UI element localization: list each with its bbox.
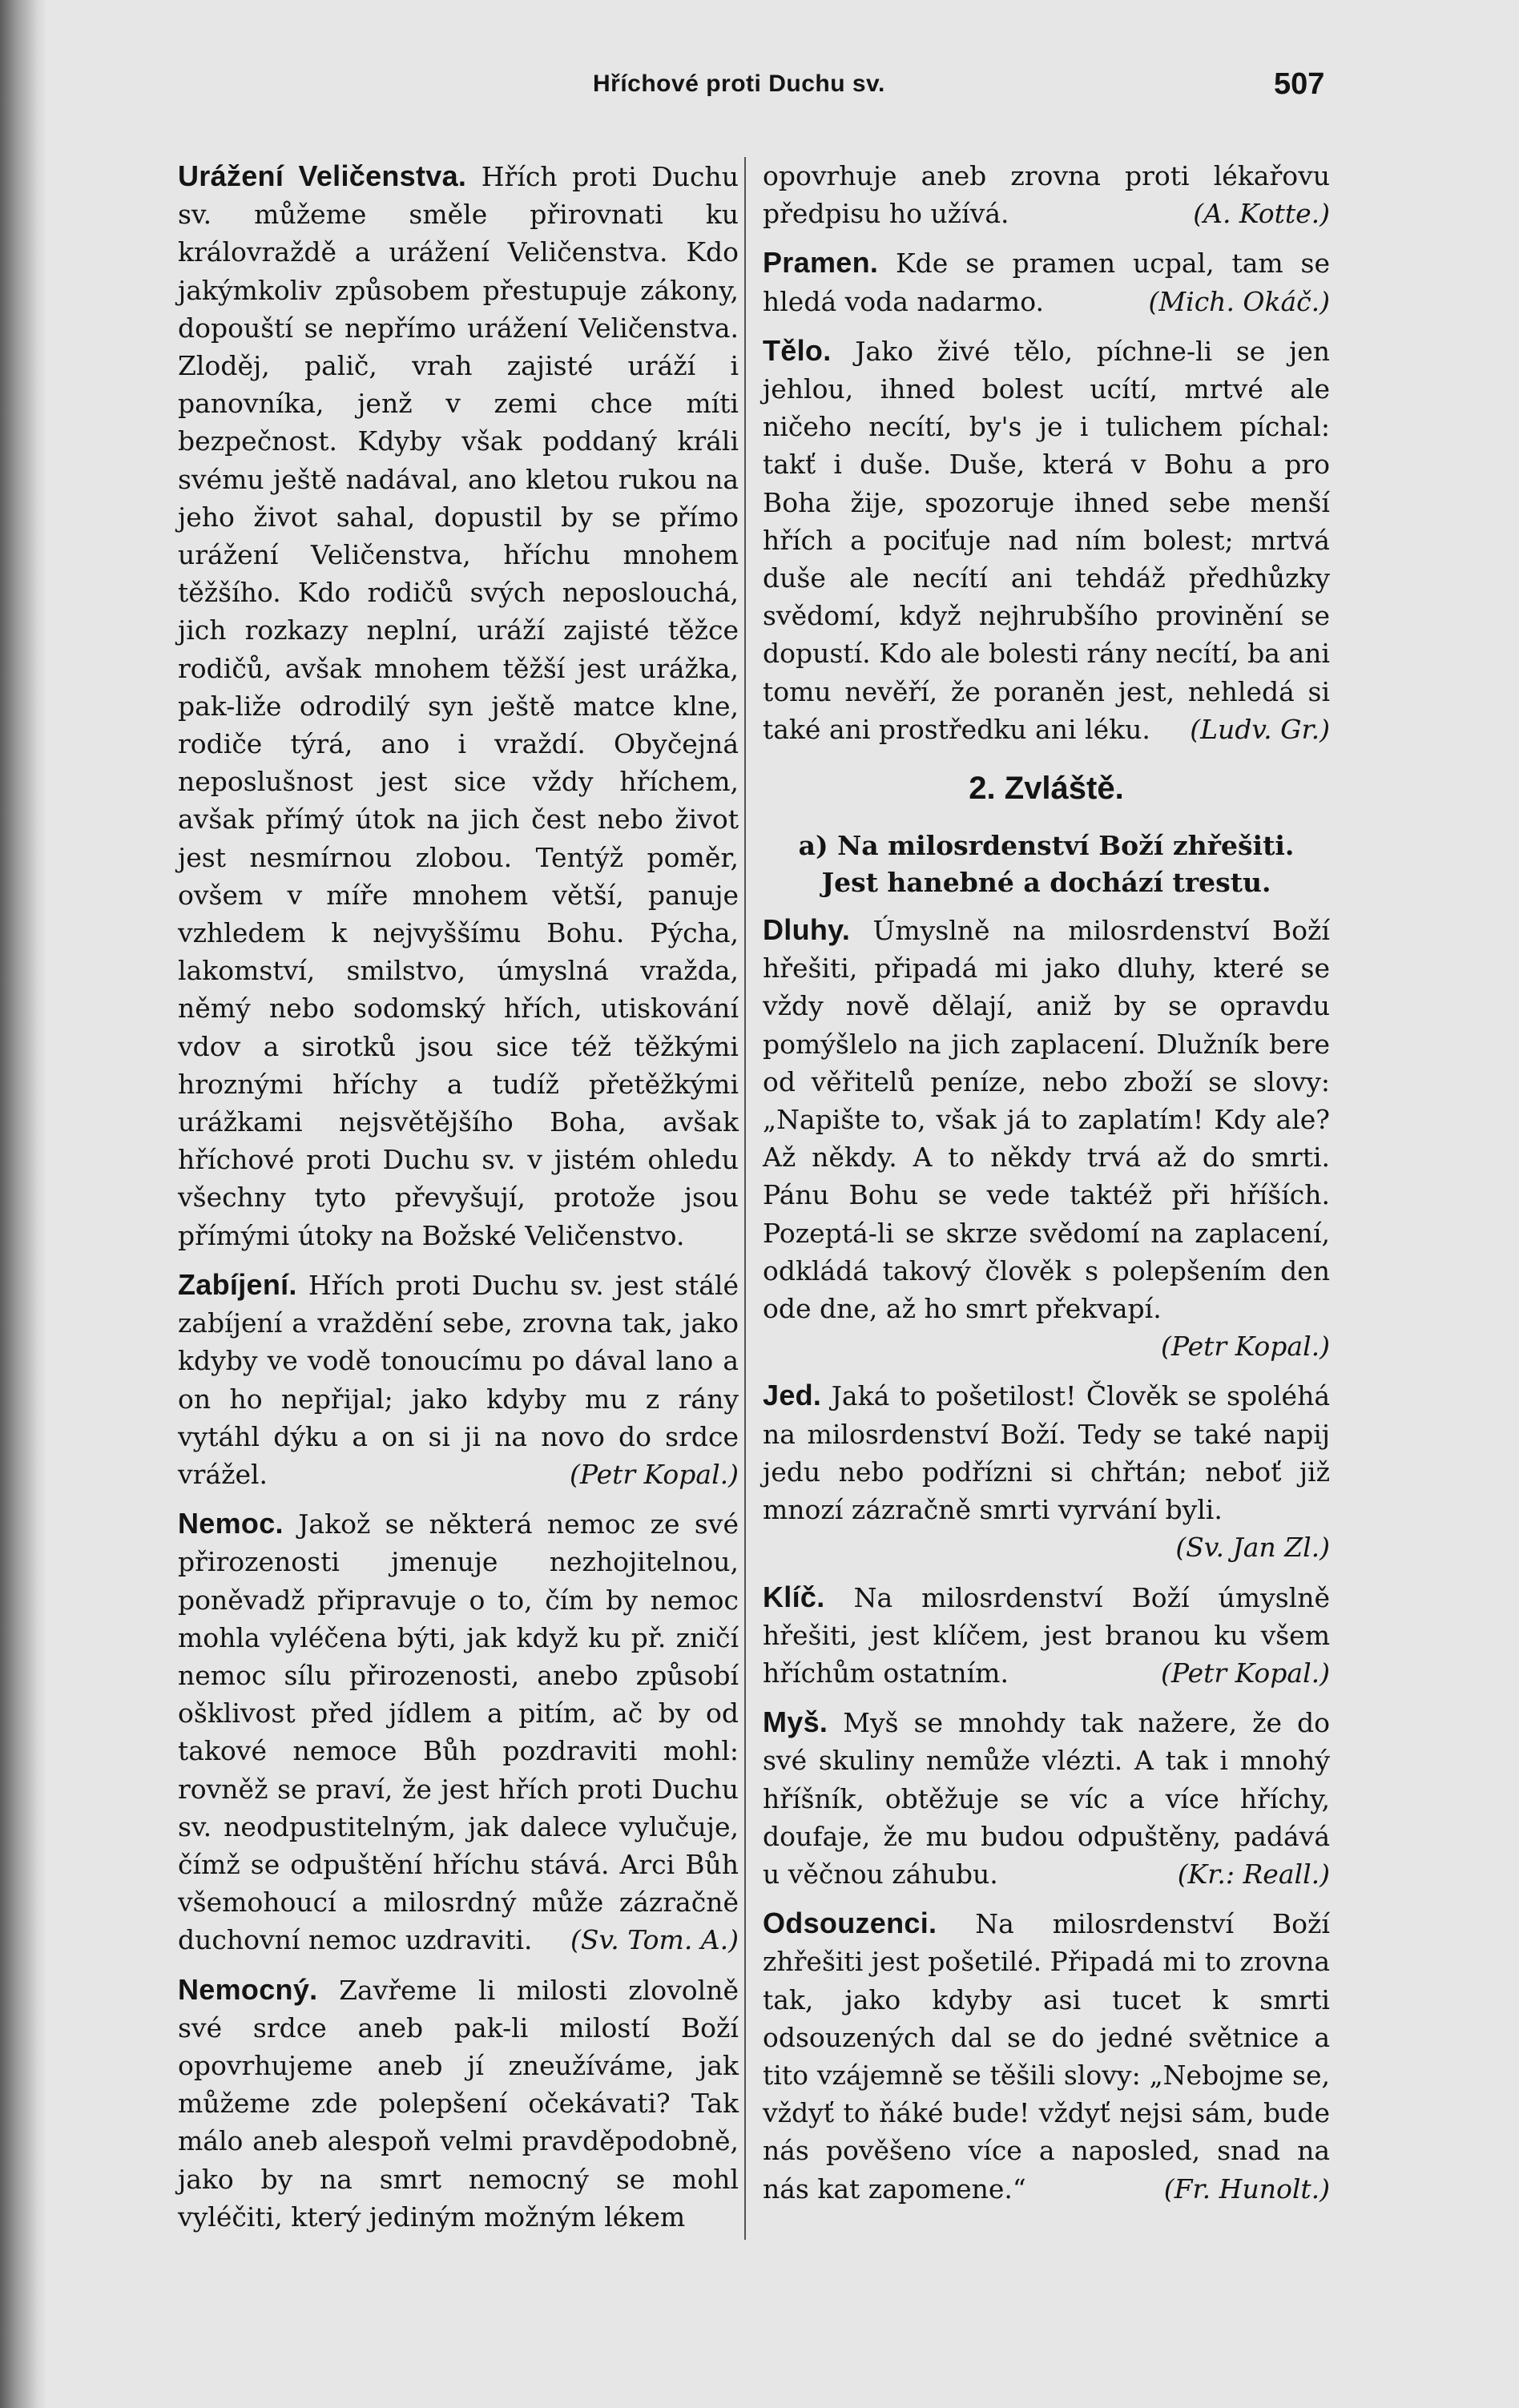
entry-dluhy [763,911,1330,1365]
entry-pramen [763,244,1330,320]
entry-text: opovrhuje aneb zrovna proti lékařovu předpisu ho užívá. [763,160,1330,230]
entry-source: (Sv. Jan Zl.) [1175,1532,1330,1564]
running-title: Hříchové proti Duchu sv. [593,70,885,97]
headword: Jed. [763,1379,822,1412]
left-column [178,157,739,2247]
entry-continuation [763,157,1330,232]
entry-source: (Petr Kopal.) [1160,1331,1330,1363]
entry-source: (Ludv. Gr.) [1190,713,1330,745]
subsection-heading-line-1: a) Na milosrdenství Boží zhřešiti. [798,830,1295,862]
entry-text: Hřích proti Duchu sv. jest stálé zabíjení a vraždění sebe, zrovna tak, jako kdyby ve vodě tonoucímu po dával lano a on ho nepřijal; jako kdyby mu z rány vytáhl dýku a on si ji na novo do srdce vrážel. [178,1269,739,1490]
entry-text: Zavřeme li milosti zlovolně své srdce aneb pak-li milostí Boží opovrhujeme aneb jí zneužíváme, jak můžeme zde polepšení očekávati? Tak málo aneb alespoň velmi pravděpodobně, jako by na smrt nemocný se mohl vyléčiti, který jediným možným lékem [178,1974,739,2233]
entry-text: Myš se mnohdy tak nažere, že do své skuliny nemůže vlézti. A tak i mnohý hříšník, obtěžuje se víc a více hříchy, doufaje, že mu budou odpuštěny, padává u věčnou záhubu. [763,1707,1330,1890]
headword: Nemoc. [178,1507,284,1540]
subsection-heading-line-2: Jest hanebné a dochází trestu. [821,867,1271,899]
headword: Urážení Veličenstva. [178,159,467,192]
headword: Zabíjení. [178,1267,297,1301]
subsection-heading [763,827,1330,901]
entry-text: Na milosrdenství Boží úmyslně hřešiti, jest klíčem, jest branou ku všem hříchům ostatním. [763,1581,1330,1689]
entry-jed [763,1376,1330,1566]
section-heading: 2. Zvláště. [969,771,1124,807]
entry-urazeni [178,157,739,1254]
headword: Odsouzenci. [763,1907,937,1940]
entry-source: (Sv. Tom. A.) [570,1924,739,1956]
headword: Dluhy. [763,913,851,947]
entry-text: Na milosrdenství Boží zhřešiti jest pošetilé. Připadá mi to zrovna tak, jako kdyby asi tucet k smrti odsouzených dal se do jedné světnice a tito vzájemně se těšili slovy: „Nebojme se, vždyť to ňáké bude! vždyť nejsi sám, bude nás pověšeno více a naposled, snad na nás kat zapomene.“ [763,1908,1330,2205]
entry-nemocny [178,1971,739,2236]
entry-mys [763,1703,1330,1893]
page-header [0,67,1519,115]
headword: Tělo. [763,333,832,367]
entry-source: (Petr Kopal.) [1160,1657,1330,1689]
headword: Myš. [763,1705,828,1739]
entry-text: Jaká to pošetilost! Člověk se spoléhá na milosrdenství Boží. Tedy se také napij jedu nebo podřízni si chřtán; neboť již mnozí zázračně smrti vyrvání byli. [763,1380,1331,1526]
right-column [763,157,1330,2219]
headword: Klíč. [763,1580,825,1613]
entry-zabijeni [178,1266,739,1493]
entry-text: Jako živé tělo, píchne-li se jen jehlou, ihned bolest ucítí, mrtvé ale ničeho necítí, by's je i tulichem píchal: takť i duše. Duše, která v Bohu a pro Boha žije, spozoruje ihned sebe menší hřích a pociťuje nad ním bolest; mrtvá duše ale necítí ani tehdáž předhůzky svědomí, když nejhrubšího provinění se dopustí. Kdo ale bolesti rány necítí, ba ani tomu nevěří, že poraněn jest, nehledá si také ani prostředku ani léku. [763,335,1330,745]
page-edge-shadow [0,0,46,2408]
column-divider [744,157,746,2240]
entry-odsouzenci [763,1904,1330,2208]
entry-text: Úmyslně na milosrdenství Boží hřešiti, připadá mi jako dluhy, které se vždy nově dělají, aniž by se opravdu pomýšlelo na jich zaplacení. Dlužník bere od věřitelů peníze, nebo zboží se slovy: „Napište to, však já to zaplatím! Kdy ale? Až někdy. A to někdy trvá až do smrti. Pánu Bohu se vede taktéž při hříších. Pozeptá-li se skrze svědomí na zaplacení, odkládá takový člověk s polepšením den ode dne, až ho smrt překvapí. [763,915,1330,1325]
entry-text: Kde se pramen ucpal, tam se hledá voda nadarmo. [763,248,1330,317]
entry-nemoc [178,1504,739,1959]
entry-telo [763,332,1330,748]
page-number: 507 [1274,67,1325,101]
entry-klic [763,1578,1330,1693]
entry-source: (Fr. Hunolt.) [1163,2172,1330,2205]
entry-source: (A. Kotte.) [1193,198,1330,230]
entry-source: (Petr Kopal.) [569,1458,739,1490]
entry-text: Hřích proti Duchu sv. můžeme směle přirovnati ku královraždě a urážení Veličenstva. Kdo jakýmkoliv způsobem přestupuje zákony, dopouští se nepřímo urážení Veličenstva. Zloděj, palič, vrah zajisté uráží i panovníka, jenž v zemi chce míti bezpečnost. Kdyby však poddaný králi svému ještě nadával, ano kletou rukou na jeho život sahal, dopustil by se přímo urážení Veličenstva, hříchu mnohem těžšího. Kdo rodičů svých neposlouchá, jich rozkazy neplní, uráží zajisté těžce rodičů, avšak mnohem těžší jest urážka, pak-liže odrodilý syn ještě matce klne, rodiče týrá, ano i vraždí. Obyčejná neposlušnost jest sice vždy hříchem, avšak přímý útok na jich čest nebo život jest nesmírnou zlobou. Tentýž poměr, ovšem v míře mnohem větší, panuje vzhledem k nejvyššímu Bohu. Pýcha, lakomství, smilstvo, úmyslná vražda, němý nebo sodomský hřích, utiskování vdov a sirotků jsou sice též těžkými hroznými hříchy a tudíž přetěžkými urážkami nejsvětějšího Boha, avšak hříchové proti Duchu sv. v jistém ohledu všechny tyto převyšují, protože jsou přímými útoky na Božské Veličenstvo. [178,161,739,1251]
entry-source: (Kr.: Reall.) [1177,1858,1330,1890]
headword: Pramen. [763,246,879,280]
entry-source: (Mich. Okáč.) [1148,285,1330,317]
entry-text: Jakož se některá nemoc ze své přirozenosti jmenuje nezhojitelnou, poněvadž připravuje o to, čím by nemoc mohla vyléčena býti, jak když ku př. zničí nemoc sílu přirozenosti, anebo způsobí ošklivost před jídlem a pitím, ač by od takové nemoce Bůh pozdraviti mohl: rovněž se praví, že jest hřích proti Duchu sv. neodpustitelným, jak dalece vylučuje, čímž se odpuštění hříchu stává. Arci Bůh všemohoucí a milosrdný může zázračně duchovní nemoc uzdraviti. [178,1508,739,1956]
headword: Nemocný. [178,1972,318,2006]
